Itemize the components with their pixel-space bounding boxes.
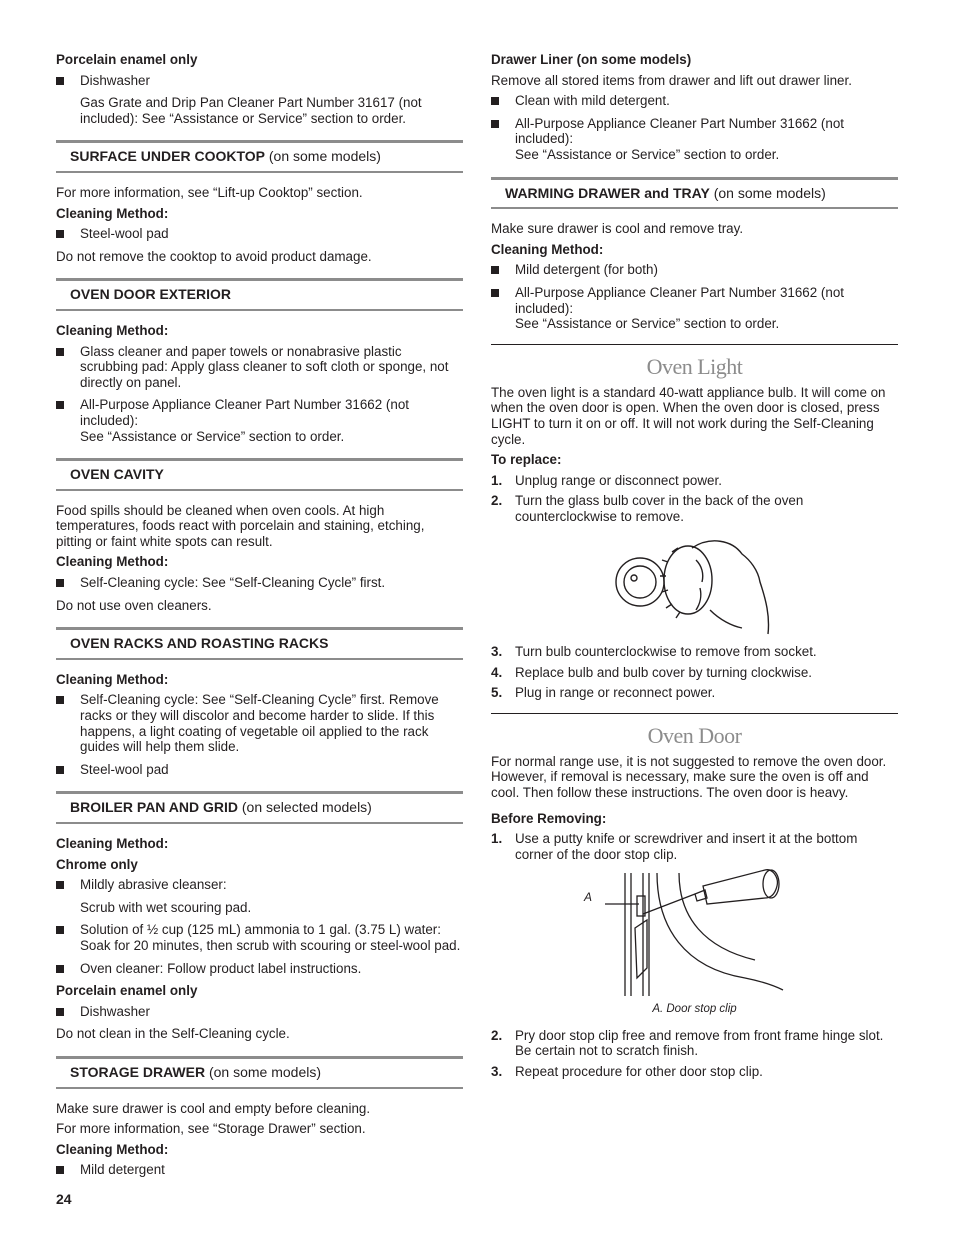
numbered-list <box>491 644 898 701</box>
square-bullet-icon <box>56 1008 64 1016</box>
list-item: Steel-wool pad <box>56 762 463 778</box>
method-label: Cleaning Method: <box>56 836 169 851</box>
list-item: All-Purpose Appliance Cleaner Part Number 31662 (not included): See “Assistance or Service” section to order. <box>491 116 898 163</box>
square-bullet-icon <box>491 266 499 274</box>
list-item: Clean with mild detergent. <box>491 93 898 109</box>
list-item: Glass cleaner and paper towels or nonabrasive plastic scrubbing pad: Apply glass cleaner to soft cloth or sponge, not directly on panel. <box>56 344 463 391</box>
list-item: Self-Cleaning cycle: See “Self-Cleaning Cycle” first. <box>56 575 463 591</box>
bullet-list <box>56 922 463 976</box>
square-bullet-icon <box>56 401 64 409</box>
body-text: For more information, see “Lift-up Cooktop” section. <box>56 184 363 200</box>
section-header-broiler: BROILER PAN AND GRID (on selected models) <box>56 791 463 824</box>
list-item: Steel-wool pad <box>56 226 463 242</box>
bullet-list <box>491 93 898 162</box>
method-label: Cleaning Method: <box>56 671 169 687</box>
square-bullet-icon <box>491 289 499 297</box>
page-number: 24 <box>56 1191 72 1207</box>
bullet-list <box>56 877 463 893</box>
square-bullet-icon <box>56 766 64 774</box>
method-label: Cleaning Method: <box>56 554 169 570</box>
body-text: For normal range use, it is not suggested to remove the oven door. However, if removal is necessary, make sure the oven is off and cool. Then follow these instructions. The oven door is heavy. <box>491 753 887 801</box>
numbered-list <box>491 1028 898 1080</box>
method-label: Cleaning Method: <box>491 241 604 257</box>
square-bullet-icon <box>491 120 499 128</box>
list-item: 1. Use a putty knife or screwdriver and insert it at the bottom corner of the door stop clip. <box>491 831 858 862</box>
list-item: Self-Cleaning cycle: See “Self-Cleaning Cycle” first. Remove racks or they will discolor and become harder to slide. If this happens, a light coating of vegetable oil applied to the rack guides will help them slide. <box>56 692 463 754</box>
right-column <box>491 52 898 1085</box>
list-item: Dishwasher <box>56 73 463 89</box>
section-header-racks: OVEN RACKS AND ROASTING RACKS <box>56 627 463 660</box>
section-header-cavity: OVEN CAVITY <box>56 458 463 491</box>
section-header-surface: SURFACE UNDER COOKTOP (on some models) <box>56 140 463 173</box>
before-removing-label: Before Removing: <box>491 810 607 826</box>
body-text: Food spills should be cleaned when oven cools. At high temperatures, foods react with porcelain and staining, etching, pitting or faint white spots can result. <box>56 502 425 549</box>
square-bullet-icon <box>56 348 64 356</box>
sub-note: Scrub with wet scouring pad. <box>80 899 252 915</box>
replace-label: To replace: <box>491 452 562 468</box>
square-bullet-icon <box>56 696 64 704</box>
square-bullet-icon <box>56 579 64 587</box>
bullet-list <box>56 73 463 89</box>
section-divider <box>491 713 898 714</box>
section-header-warming: WARMING DRAWER and TRAY (on some models) <box>491 177 898 210</box>
square-bullet-icon <box>56 881 64 889</box>
list-item: 1. Unplug range or disconnect power. <box>491 472 722 488</box>
body-text: Make sure drawer is cool and empty before cleaning. <box>56 1100 371 1116</box>
chrome-label: Chrome only <box>56 856 138 872</box>
square-bullet-icon <box>56 77 64 85</box>
bullet-list <box>56 575 463 591</box>
part-note: Gas Grate and Drip Pan Cleaner Part Number 31617 (not included): See “Assistance or Service” section to order. <box>80 95 422 126</box>
section-divider <box>491 344 898 345</box>
bullet-list <box>56 344 463 445</box>
bullet-list <box>56 226 463 242</box>
list-item: Solution of ½ cup (125 mL) ammonia to 1 gal. (3.75 L) water: Soak for 20 minutes, then scrub with scouring or steel-wool pad. <box>56 922 463 953</box>
square-bullet-icon <box>56 1166 64 1174</box>
oven-door-title: Oven Door <box>647 722 742 748</box>
bullet-list <box>56 1004 463 1020</box>
list-item: 4. Replace bulb and bulb cover by turning clockwise. <box>491 664 812 680</box>
porcelain-heading: Porcelain enamel only <box>56 52 198 67</box>
method-label: Cleaning Method: <box>56 322 169 338</box>
list-item: Mild detergent (for both) <box>491 262 898 278</box>
body-text: The oven light is a standard 40-watt appliance bulb. It will come on when the oven door is open. When the oven door is closed, press LIGHT to turn it on or off. It will not work during the Self-Cleaning cycle. <box>491 384 886 447</box>
list-item: 3. Turn bulb counterclockwise to remove from socket. <box>491 644 817 660</box>
list-item: All-Purpose Appliance Cleaner Part Number 31662 (not included): See “Assistance or Service” section to order. <box>491 285 898 332</box>
bullet-list <box>491 262 898 331</box>
list-item: 3. Repeat procedure for other door stop clip. <box>491 1063 763 1079</box>
numbered-list <box>491 473 898 525</box>
body-text: For more information, see “Storage Drawer” section. <box>56 1121 366 1137</box>
body-text: Make sure drawer is cool and remove tray. <box>491 221 744 237</box>
door-stop-clip-illustration <box>491 868 898 1000</box>
method-label: Cleaning Method: <box>56 1141 169 1157</box>
bullet-list <box>56 692 463 777</box>
list-item: All-Purpose Appliance Cleaner Part Number 31662 (not included): See “Assistance or Service” section to order. <box>56 397 463 444</box>
list-item: 5. Plug in range or reconnect power. <box>491 685 716 701</box>
section-header-door-exterior: OVEN DOOR EXTERIOR <box>56 278 463 311</box>
list-item: 2. Pry door stop clip free and remove from front frame hinge slot. Be certain not to scratch finish. <box>491 1027 884 1059</box>
list-item: Mild detergent <box>56 1162 463 1178</box>
square-bullet-icon <box>56 965 64 973</box>
porcelain-label: Porcelain enamel only <box>56 983 198 999</box>
bullet-list <box>56 1162 463 1178</box>
screwdriver-icon <box>595 868 795 996</box>
body-text: Do not clean in the Self-Cleaning cycle. <box>56 1026 290 1042</box>
square-bullet-icon <box>56 230 64 238</box>
figure-label-a: A <box>584 890 593 905</box>
square-bullet-icon <box>56 926 64 934</box>
drawer-liner-heading: Drawer Liner (on some models) <box>491 52 692 67</box>
list-item: Oven cleaner: Follow product label instructions. <box>56 961 463 977</box>
oven-light-title: Oven Light <box>646 353 743 379</box>
bulb-cover-illustration <box>491 530 898 644</box>
body-text: Do not use oven cleaners. <box>56 597 212 613</box>
figure-caption: A. Door stop clip <box>652 1003 737 1015</box>
list-item: Dishwasher <box>56 1004 463 1020</box>
body-text: Do not remove the cooktop to avoid product damage. <box>56 248 372 264</box>
method-label: Cleaning Method: <box>56 205 169 221</box>
hand-bulb-icon <box>610 530 780 640</box>
list-item: 2. Turn the glass bulb cover in the back of the oven counterclockwise to remove. <box>491 493 804 524</box>
numbered-list <box>491 831 898 862</box>
section-header-storage: STORAGE DRAWER (on some models) <box>56 1056 463 1089</box>
list-item: Mildly abrasive cleanser: <box>56 877 463 893</box>
square-bullet-icon <box>491 97 499 105</box>
body-text: Remove all stored items from drawer and lift out drawer liner. <box>491 72 852 88</box>
left-column <box>56 52 463 1185</box>
